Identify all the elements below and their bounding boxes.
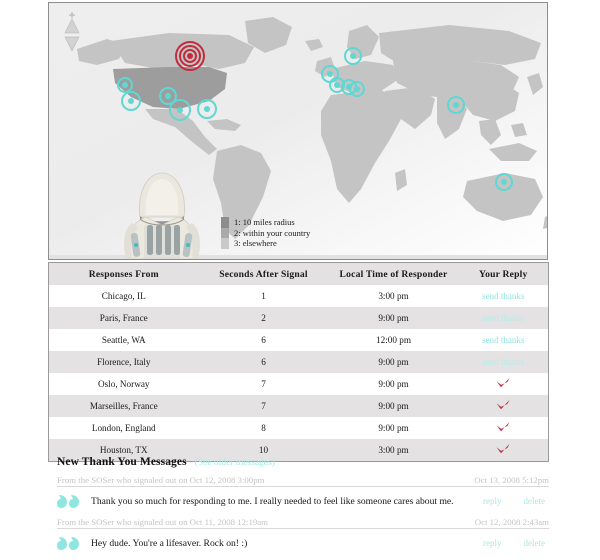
cell-local-time: 3:00 pm [329, 285, 459, 307]
cell-seconds: 1 [199, 285, 329, 307]
column-header-your-reply: Your Reply [459, 263, 549, 286]
map-marker-responder-core [334, 82, 340, 88]
cell-local-time: 3:00 pm [329, 439, 459, 462]
send-thanks-link[interactable]: send thanks [482, 313, 525, 323]
legend-label-3: 3: elsewhere [234, 238, 277, 249]
message-text: Hey dude. You're a lifesaver. Rock on! :) [91, 537, 248, 549]
cell-your-reply [459, 329, 549, 351]
legend-label-1: 1: 10 miles radius [234, 217, 295, 227]
map-pan-controls[interactable] [61, 11, 83, 53]
thanks-sent-check-icon [495, 421, 511, 433]
send-thanks-link[interactable]: send thanks [482, 291, 525, 301]
cell-seconds: 7 [199, 373, 329, 395]
cell-seconds: 10 [199, 439, 329, 462]
map-marker-responder-core [177, 107, 183, 113]
table-row [49, 307, 549, 329]
cell-local-time: 9:00 pm [329, 373, 459, 395]
message-actions [483, 496, 549, 506]
cell-seconds: 6 [199, 329, 329, 351]
table-row [49, 329, 549, 351]
list-item [57, 534, 549, 552]
legend-swatch-1 [221, 217, 229, 228]
thanks-sent-check-icon [495, 399, 511, 411]
cell-seconds: 8 [199, 417, 329, 439]
column-header-responses-from: Responses From [49, 263, 199, 286]
cell-your-reply [459, 395, 549, 417]
map-marker-responder-core [501, 179, 507, 185]
map-marker-responder-core [165, 93, 171, 99]
map-legend [221, 217, 310, 249]
cell-responder-location: Seattle, WA [49, 329, 199, 351]
table-row [49, 285, 549, 307]
legend-swatch-3 [221, 238, 229, 249]
table-row [49, 373, 549, 395]
cell-local-time: 9:00 pm [329, 307, 459, 329]
map-marker-responder-core [204, 106, 210, 112]
legend-swatch-2 [221, 228, 229, 239]
quote-icon [57, 534, 83, 552]
see-older-messages-link[interactable]: (See older messages) [194, 458, 275, 468]
cell-responder-location: Paris, France [49, 307, 199, 329]
triangle-down-icon[interactable] [65, 37, 79, 51]
cell-responder-location: Florence, Italy [49, 351, 199, 373]
reply-link[interactable]: reply [483, 538, 502, 548]
cell-your-reply [459, 373, 549, 395]
table-header-row [49, 263, 549, 286]
thanks-sent-check-icon [495, 443, 511, 455]
page-title: New Thank You Messages [57, 456, 187, 468]
reply-link[interactable]: reply [483, 496, 502, 506]
map-marker-responder-core [453, 102, 459, 108]
cell-seconds: 2 [199, 307, 329, 329]
message-date: Oct 12, 2008 2:43am [474, 517, 549, 527]
thank-you-messages-section [57, 456, 549, 552]
map-marker-responder-core [122, 82, 128, 88]
cell-your-reply [459, 417, 549, 439]
responses-table [48, 262, 549, 462]
cell-your-reply [459, 285, 549, 307]
thanks-sent-check-icon [495, 377, 511, 389]
triangle-up-icon[interactable] [65, 19, 79, 33]
map-marker-responder-core [128, 98, 134, 104]
cell-responder-location: London, England [49, 417, 199, 439]
message-meta [57, 475, 549, 487]
legend-row [221, 217, 310, 228]
cell-responder-location: Chicago, IL [49, 285, 199, 307]
legend-row [221, 228, 310, 239]
quote-icon [57, 492, 83, 510]
message-meta [57, 517, 549, 529]
column-header-seconds-after-signal: Seconds After Signal [199, 263, 329, 286]
message-text: Thank you so much for responding to me. I really needed to feel like someone cares about me. [91, 495, 454, 507]
map-marker-responder-core [350, 53, 356, 59]
world-map-panel[interactable] [48, 2, 548, 260]
list-item [57, 492, 549, 510]
hoodie-figure-illustration [104, 163, 216, 260]
table-row [49, 351, 549, 373]
legend-label-2: 2: within your country [234, 227, 311, 238]
map-marker-responder-core [327, 71, 333, 77]
cell-seconds: 7 [199, 395, 329, 417]
cell-your-reply [459, 351, 549, 373]
message-actions [483, 538, 549, 548]
message-date: Oct 13, 2008 5:12pm [474, 475, 549, 485]
cell-local-time: 9:00 pm [329, 351, 459, 373]
cell-local-time: 9:00 pm [329, 417, 459, 439]
cell-seconds: 6 [199, 351, 329, 373]
map-marker-signal-origin-core [187, 53, 193, 59]
column-header-local-time: Local Time of Responder [329, 263, 459, 286]
send-thanks-link[interactable]: send thanks [482, 357, 525, 367]
cell-local-time: 9:00 pm [329, 395, 459, 417]
delete-link[interactable]: delete [523, 496, 545, 506]
cell-responder-location: Houston, TX [49, 439, 199, 462]
table-row [49, 417, 549, 439]
messages-header [57, 456, 549, 468]
send-thanks-link[interactable]: send thanks [482, 335, 525, 345]
map-marker-responder-core [354, 86, 360, 92]
cell-responder-location: Oslo, Norway [49, 373, 199, 395]
cell-local-time: 12:00 pm [329, 329, 459, 351]
legend-row [221, 238, 310, 249]
cell-responder-location: Marseilles, France [49, 395, 199, 417]
table-row [49, 395, 549, 417]
message-from: From the SOSer who signaled out on Oct 12, 2008 3:00pm [57, 475, 265, 485]
message-from: From the SOSer who signaled out on Oct 11, 2008 12:19am [57, 517, 269, 527]
cell-your-reply [459, 307, 549, 329]
delete-link[interactable]: delete [523, 538, 545, 548]
